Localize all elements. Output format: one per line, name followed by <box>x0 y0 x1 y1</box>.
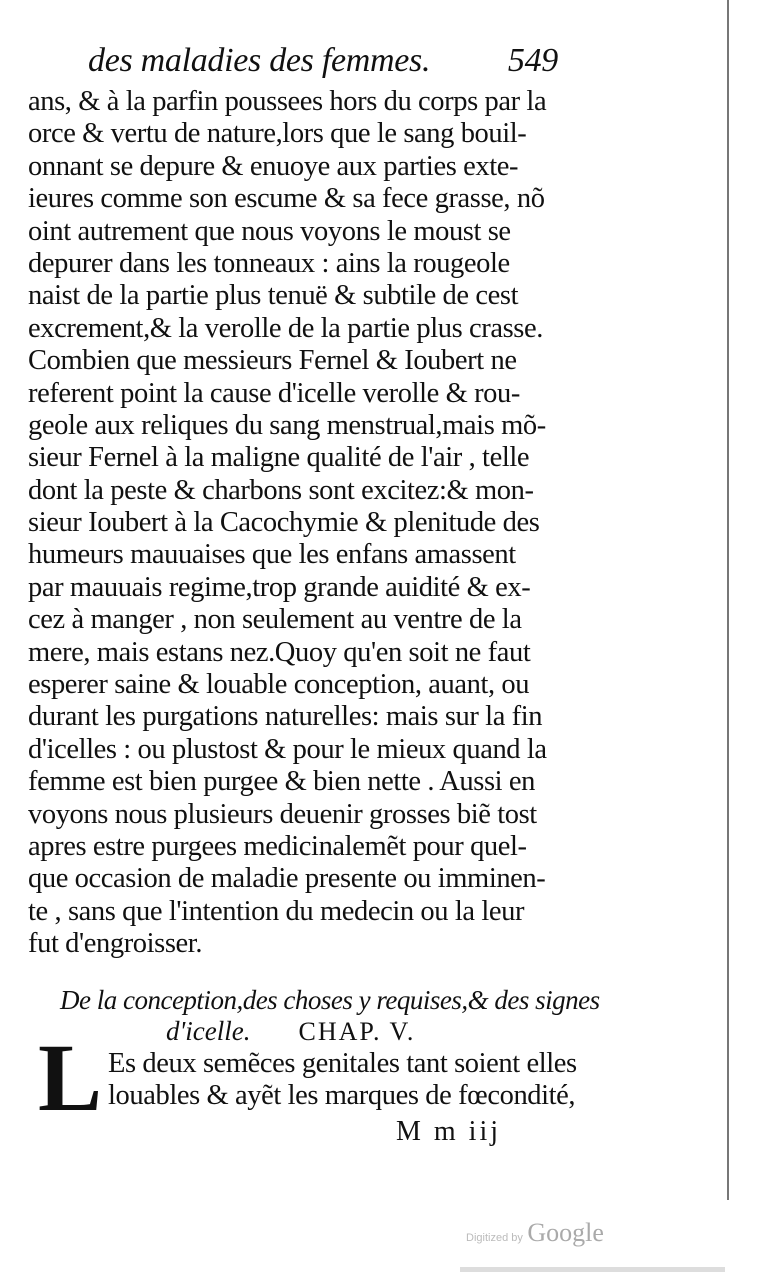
digitization-watermark <box>466 1218 604 1248</box>
text-line: voyons nous plusieurs deuenir grosses biẽ tost <box>28 798 537 830</box>
signature-mark: M m iij <box>396 1116 502 1147</box>
text-line: fut d'engroisser. <box>28 928 203 960</box>
text-line: excrement,& la verolle de la partie plus crasse. <box>28 312 543 344</box>
chapter-title-line-2 <box>60 1016 580 1047</box>
text-line: onnant se depure & enuoye aux parties exte- <box>28 150 519 182</box>
chapter-text-line: louables & ayẽt les marques de fœcondité, <box>108 1080 576 1111</box>
body-text <box>28 86 568 961</box>
text-line: te , sans que l'intention du medecin ou la leur <box>28 895 525 927</box>
text-line: que occasion de maladie presente ou imminen- <box>28 863 546 895</box>
page-edge <box>727 0 729 1200</box>
chapter-body <box>108 1048 578 1112</box>
text-line: dont la peste & charbons sont excitez:& mon- <box>28 474 534 506</box>
text-line: oint autrement que nous voyons le moust se <box>28 215 511 247</box>
text-line: orce & vertu de nature,lors que le sang bouil- <box>28 118 527 150</box>
text-line: depurer dans les tonneaux : ains la rougeole <box>28 247 510 279</box>
running-head <box>88 42 558 92</box>
chapter-title-end: d'icelle. <box>166 1016 251 1046</box>
watermark-brand: Google <box>527 1218 604 1247</box>
text-line: d'icelles : ou plustost & pour le mieux quand la <box>28 733 547 765</box>
text-line: geole aux reliques du sang menstrual,mais mõ- <box>28 409 546 441</box>
chapter-heading <box>60 985 600 1047</box>
text-line: apres estre purgees medicinalemẽt pour quel- <box>28 830 527 862</box>
text-line: Combien que messieurs Fernel & Ioubert ne <box>28 345 517 377</box>
chapter-text-line: Es deux semẽces genitales tant soient elles <box>108 1048 577 1079</box>
text-line: cez à manger , non seulement au ventre de la <box>28 604 522 636</box>
text-line: esperer saine & louable conception, auant, ou <box>28 669 530 701</box>
text-line: sieur Fernel à la maligne qualité de l'air , telle <box>28 442 530 474</box>
chapter-label: CHAP. V. <box>298 1017 416 1046</box>
text-line: femme est bien purgee & bien nette . Aussi en <box>28 766 536 798</box>
text-line: durant les purgations naturelles: mais sur la fin <box>28 701 543 733</box>
text-line: ieures comme son escume & sa fece grasse, nõ <box>28 183 545 215</box>
text-line: humeurs mauuaises que les enfans amassent <box>28 539 516 571</box>
text-line: referent point la cause d'icelle verolle & rou- <box>28 377 520 409</box>
text-line: sieur Ioubert à la Cacochymie & plenitude des <box>28 507 540 539</box>
drop-cap: L <box>38 1024 103 1131</box>
running-title: des maladies des femmes. <box>88 42 431 79</box>
text-line: naist de la partie plus tenuë & subtile de cest <box>28 280 519 312</box>
chapter-title-line-1: De la conception,des choses y requises,& des signes <box>60 985 600 1015</box>
scan-edge <box>460 1267 725 1272</box>
text-line: ans, & à la parfin poussees hors du corps par la <box>28 86 547 117</box>
text-line: mere, mais estans nez.Quoy qu'en soit ne faut <box>28 636 531 668</box>
page-number: 549 <box>507 42 558 79</box>
watermark-prefix: Digitized by <box>466 1232 523 1244</box>
text-line: par mauuais regime,trop grande auidité & ex- <box>28 571 531 603</box>
